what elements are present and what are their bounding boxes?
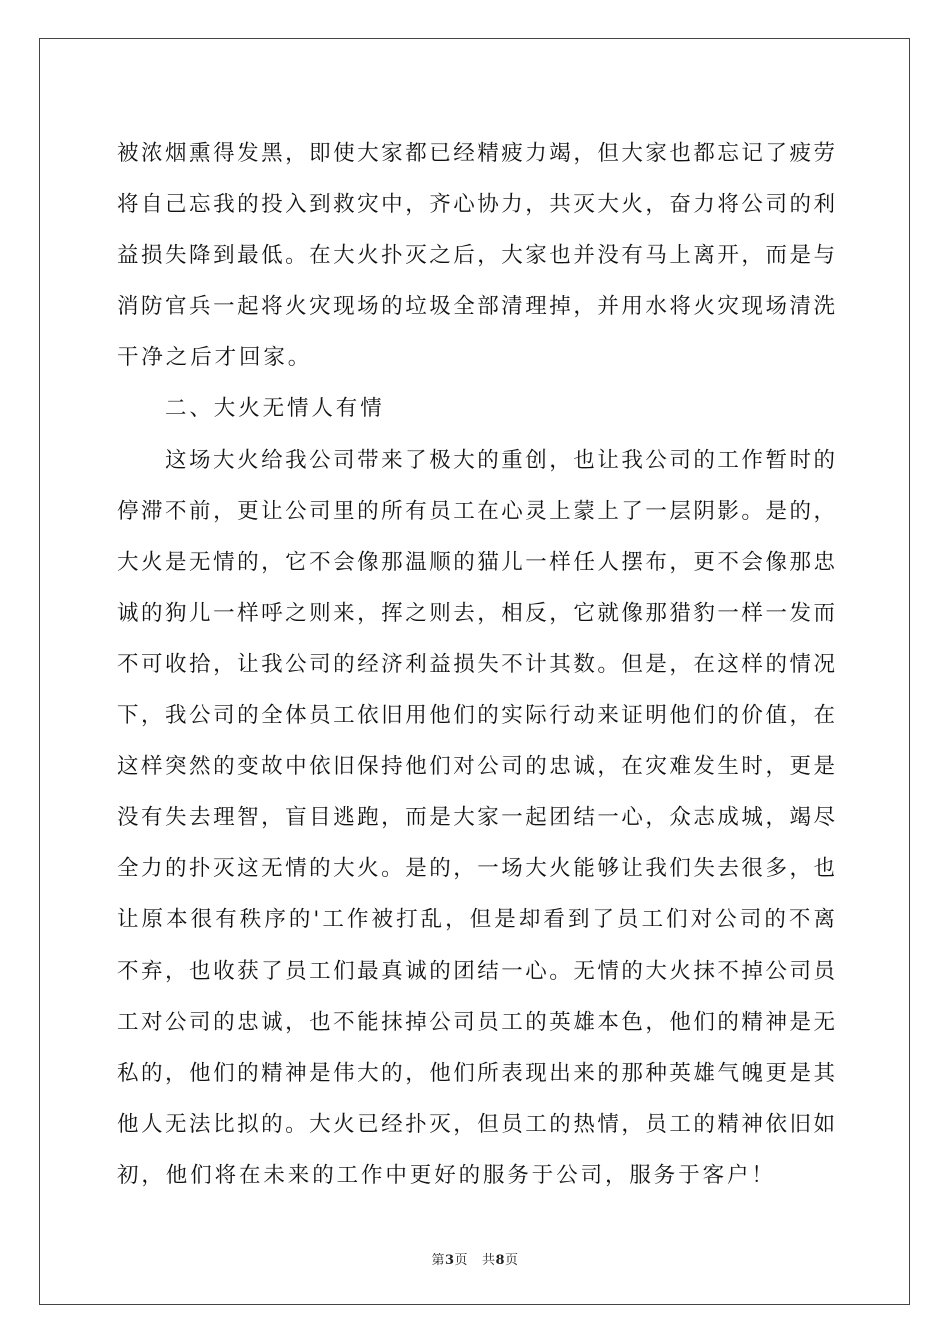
footer-total-prefix: 共 [481, 1253, 496, 1268]
paragraph-2 [117, 435, 835, 1201]
paragraph-line: 不弃，也收获了员工们最真诚的团结一心。无情的大火抹不掉公司员 [117, 958, 835, 984]
page-footer [0, 1249, 950, 1268]
paragraph-line: 全力的扑灭这无情的大火。是的，一场大火能够让我们失去很多，也 [117, 856, 835, 882]
footer-page-suffix: 页 [454, 1253, 469, 1268]
paragraph-line: 将自己忘我的投入到救灾中，齐心协力，共灭大火，奋力将公司的利 [117, 192, 835, 218]
paragraph-line: 不可收拾，让我公司的经济利益损失不计其数。但是，在这样的情况 [117, 651, 835, 677]
paragraph-line: 消防官兵一起将火灾现场的垃圾全部清理掉，并用水将火灾现场清洗 [117, 294, 835, 320]
paragraph-line: 工对公司的忠诚，也不能抹掉公司员工的英雄本色，他们的精神是无 [117, 1009, 835, 1035]
paragraph-line: 他人无法比拟的。大火已经扑灭，但员工的热情，员工的精神依旧如 [117, 1111, 835, 1137]
paragraph-line: 没有失去理智，盲目逃跑，而是大家一起团结一心，众志成城，竭尽 [117, 805, 835, 831]
paragraph-line: 干净之后才回家。 [117, 345, 313, 371]
paragraph-line: 初，他们将在未来的工作中更好的服务于公司，服务于客户！ [117, 1162, 776, 1188]
section-heading: 二、大火无情人有情 [165, 396, 385, 422]
paragraph-line: 让原本很有秩序的'工作被打乱，但是却看到了员工们对公司的不离 [117, 907, 835, 933]
paragraph-1 [117, 128, 835, 383]
paragraph-line: 这场大火给我公司带来了极大的重创，也让我公司的工作暂时的 [165, 447, 835, 473]
footer-prefix: 第 [431, 1253, 445, 1268]
paragraph-line: 诚的狗儿一样呼之则来，挥之则去，相反，它就像那猎豹一样一发而 [117, 600, 835, 626]
paragraph-line: 益损失降到最低。在大火扑灭之后，大家也并没有马上离开，而是与 [117, 243, 835, 269]
paragraph-line: 私的，他们的精神是伟大的，他们所表现出来的那种英雄气魄更是其 [117, 1060, 835, 1086]
paragraph-line: 这样突然的变故中依旧保持他们对公司的忠诚，在灾难发生时，更是 [117, 754, 835, 780]
paragraph-line: 停滞不前，更让公司里的所有员工在心灵上蒙上了一层阴影。是的， [117, 498, 835, 524]
current-page-number: 3 [444, 1253, 455, 1268]
document-body [117, 128, 835, 1201]
total-page-count: 8 [495, 1253, 506, 1268]
paragraph-line: 下，我公司的全体员工依旧用他们的实际行动来证明他们的价值，在 [117, 703, 835, 729]
paragraph-line: 大火是无情的，它不会像那温顺的猫儿一样任人摆布，更不会像那忠 [117, 549, 835, 575]
paragraph-line: 被浓烟熏得发黑，即使大家都已经精疲力竭，但大家也都忘记了疲劳 [117, 141, 835, 166]
footer-total-suffix: 页 [505, 1253, 519, 1268]
